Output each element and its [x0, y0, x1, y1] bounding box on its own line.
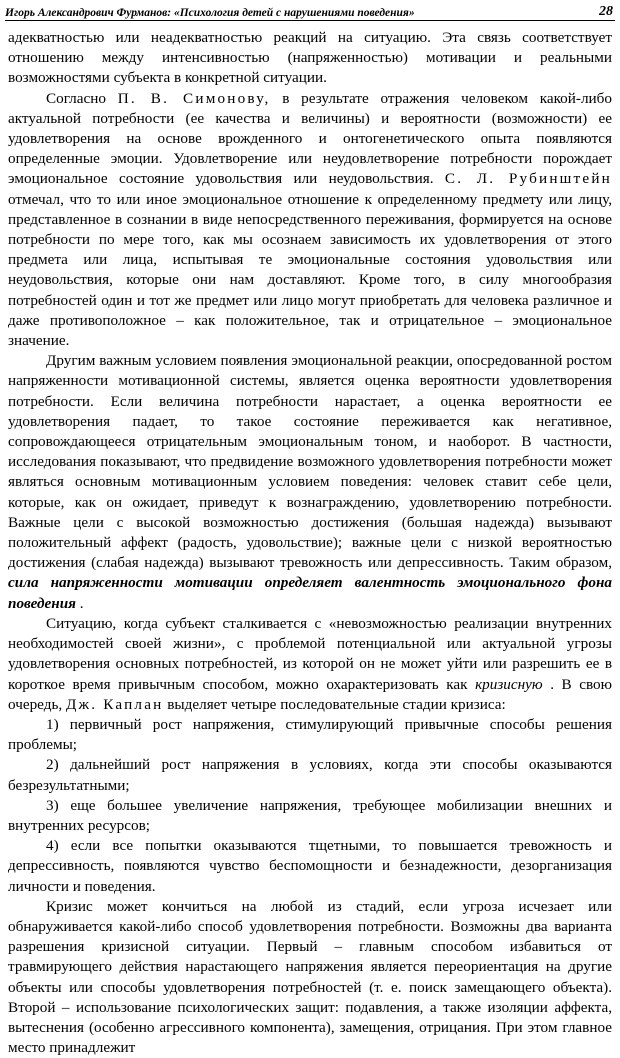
paragraph-5 — [8, 897, 612, 1058]
stage-2-text: 2) дальнейший рост напряжения в условиях, когда эти способы оказываются безрезультатными; — [8, 756, 612, 794]
paragraph-4-text-a: Ситуацию, когда субъект сталкивается с «невозможностью реализации внутренних необходимостей своей жизни», с проблемой потенциальной или актуальной угрозы удовлетворения основных потребностей, из которой он не может уйти или разрешить ее в короткое время привычным способом, можно охарактеризовать как — [8, 614, 612, 693]
paragraph-2-text-b: в результате отражения человеком какой-либо актуальной потребности (ее качества и величины) и вероятности (возможности) ее удовлетворения на основе врожденного и онтогенетического опыта появляются определенные эмоции. Удовлетворение или неудовлетворение потребности порождает эмоциональное состояние удовольствия или неудовольствия. — [8, 89, 612, 188]
page-body — [3, 21, 617, 1058]
paragraph-4 — [8, 614, 612, 715]
stage-3 — [8, 796, 612, 836]
term-crisis: кризисную — [475, 675, 543, 693]
paragraph-4-text-b: . В свою очередь, — [8, 675, 612, 713]
stage-4-text: 4) если все попытки оказываются тщетными, то повышается тревожность и депрессивность, появляются чувство беспомощности и безнадежности, дезорганизация личности и поведения. — [8, 837, 612, 895]
key-statement: сила напряженности мотивации определяет валентность эмоционального фона поведения — [8, 574, 612, 612]
stage-1 — [8, 715, 612, 755]
stage-4 — [8, 836, 612, 897]
author-name-caplan: Дж. Каплан — [65, 695, 164, 713]
paragraph-3 — [8, 351, 612, 614]
paragraph-2-text-a: Согласно — [46, 89, 118, 107]
stage-3-text: 3) еще большее увеличение напряжения, требующее мобилизации внешних и внутренних ресурсов; — [8, 796, 612, 834]
paragraph-5-text: Кризис может кончиться на любой из стадий, если угроза исчезает или обнаруживается какой-либо способ удовлетворения потребности. Возможны два варианта разрешения кризисной ситуации. Первый – главным способом избавиться от травмирующего действия нарастающего напряжения является переориентация на другие объекты или способы удовлетворения потребностей (т. е. поиск замещающего объекта). Второй – использование психологических защит: подавления, а также изоляции аффекта, вытеснения (особенно агрессивного компонента), замещения, отрицания. При этом главное место принадлежит — [8, 897, 612, 1057]
paragraph-2 — [8, 89, 612, 352]
paragraph-3-text-a: Другим важным условием появления эмоциональной реакции, опосредованной ростом напряженности мотивационной системы, является оценка вероятности удовлетворения потребности. Если величина потребности нарастает, а оценка вероятности ее удовлетворения падает, то такое состояние переживается как негативное, сопровождающееся отрицательным эмоциональным тоном, и наоборот. В частности, исследования показывают, что предвидение возможного удовлетворения потребности может являться основным мотивационным условием поведения: человек ставит себе цели, которые, как он ожидает, приведут к вознаграждению, удовлетворению потребности. Важные цели с высокой возможностью достижения (большая надежда) вызывают положительный аффект (радость, удовольствие); важные цели с низкой вероятностью достижения (слабая надежда) вызывают тревожность или депрессивность. Таким образом, — [8, 352, 612, 572]
running-title: Игорь Александрович Фурманов: «Психология детей с нарушениями поведения» — [5, 7, 415, 19]
stage-1-text: 1) первичный рост напряжения, стимулирующий привычные способы решения проблемы; — [8, 715, 612, 754]
stage-2 — [8, 755, 612, 795]
paragraph-3-text-b: . — [75, 594, 84, 612]
author-name-rubinstein: С. Л. Рубинштейн — [444, 170, 612, 188]
paragraph-1-text: адекватностью или неадекватностью реакций на ситуацию. Эта связь соответствует отношению между интенсивностью (напряженностью) мотивации и реальными возможностями субъекта в конкретной ситуации. — [8, 29, 612, 87]
page-number: 28 — [599, 4, 613, 19]
paragraph-4-text-c: выделяет четыре последовательные стадии кризиса: — [163, 695, 506, 713]
paragraph-2-text-c: отмечал, что то или иное эмоциональное отношение к определенному предмету или лицу, представленное в сознании в виде непосредственного переживания, формируется на основе потребности по мере того, как мы осознаем зависимость их удовлетворения от этого предмета или лица, испытывая те эмоциональные состояния удовольствия или неудовольствия, которые они нам доставляют. Кроме того, в силу многообразия потребностей один и тот же предмет или лицо могут приобретать для человека различное и даже противоположное – как положительное, так и отрицательное – эмоциональное значение. — [8, 190, 612, 350]
author-name-simonov: П. В. Симонову, — [117, 89, 271, 107]
paragraph-1 — [8, 28, 612, 89]
running-header — [5, 0, 615, 21]
